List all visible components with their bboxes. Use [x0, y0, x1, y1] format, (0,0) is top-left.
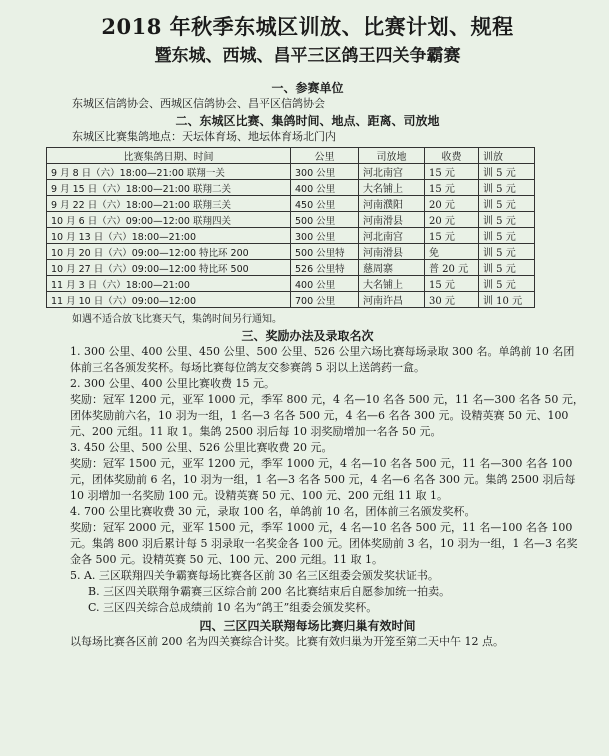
section-3-paragraph-4-prizes: 奖励：冠军 2000 元，亚军 1500 元，季军 1000 元，4 名—10 名各 500 元，11 名—100 名各 100 元。集鸽 800 羽后累计每 5 羽录取一名奖金各 100 元。团体奖励前 3 名，10 羽为一组，1 名—3 名奖金各 500 元。设精英赛 50 元、100 元、200 元组。11 取 1。 [70, 521, 578, 566]
schedule-cell: 700 公里 [291, 292, 359, 308]
schedule-cell: 大名铺上 [359, 276, 425, 292]
schedule-cell: 11 月 10 日（六）09:00—12:00 [47, 292, 291, 308]
schedule-cell: 训 5 元 [479, 228, 535, 244]
section-1-text: 东城区信鸽协会、西城区信鸽协会、昌平区信鸽协会 [72, 97, 325, 110]
schedule-cell: 30 元 [425, 292, 479, 308]
schedule-cell: 500 公里特 [291, 244, 359, 260]
schedule-cell: 11 月 3 日（六）18:00—21:00 [47, 276, 291, 292]
schedule-cell: 河南滑县 [359, 212, 425, 228]
schedule-cell: 慈周寨 [359, 260, 425, 276]
schedule-cell: 训 5 元 [479, 212, 535, 228]
schedule-row [47, 196, 535, 212]
schedule-cell: 9 月 8 日（六）18:00—21:00 联翔一关 [47, 164, 291, 180]
schedule-cell: 20 元 [425, 196, 479, 212]
schedule-cell: 15 元 [425, 228, 479, 244]
schedule-cell: 训 10 元 [479, 292, 535, 308]
section-3-paragraph-5b: B. 三区四关联翔争霸赛三区综合前 200 名比赛结束后自愿参加统一拍卖。 [88, 585, 451, 598]
schedule-cell: 训 5 元 [479, 180, 535, 196]
section-3-paragraph-2-prizes: 奖励：冠军 1200 元，亚军 1000 元，季军 800 元，4 名—10 名各 500 元，11 名—300 名各 50 元，团体奖励前六名，10 羽为一组，1 名—3 名各 500 元，4 名—6 名各 300 元。设精英赛 50 元、100 元、200 元组。11 取 1。集鸽 2500 羽后每 10 羽奖励增加一名各 50 元。 [70, 393, 584, 438]
schedule-header-cell: 司放地 [359, 148, 425, 164]
document-subtitle: 暨东城、西城、昌平三区鸽王四关争霸赛 [154, 46, 461, 66]
section-3-paragraph-5a: 5. A. 三区联翔四关争霸赛每场比赛各区前 30 名三区组委会颁发奖状证书。 [70, 569, 439, 582]
schedule-cell: 训 5 元 [479, 276, 535, 292]
section-4-text: 以每场比赛各区前 200 名为四关赛综合计奖。比赛有效归巢为开笼至第二天中午 12 点。 [70, 635, 504, 648]
section-3-paragraph-2: 2. 300 公里、400 公里比赛收费 15 元。 [70, 377, 275, 390]
document-title: 2018 年秋季东城区训放、比赛计划、规程 [101, 14, 514, 39]
section-2-heading: 二、东城区比赛、集鸽时间、地点、距离、司放地 [175, 114, 440, 128]
schedule-cell: 训 5 元 [479, 164, 535, 180]
schedule-row [47, 292, 535, 308]
section-1-heading: 一、参赛单位 [271, 81, 344, 95]
schedule-cell: 10 月 6 日（六）09:00—12:00 联翔四关 [47, 212, 291, 228]
schedule-row [47, 276, 535, 292]
schedule-cell: 大名铺上 [359, 180, 425, 196]
schedule-cell: 10 月 20 日（六）09:00—12:00 特比环 200 [47, 244, 291, 260]
schedule-cell: 15 元 [425, 164, 479, 180]
section-3-paragraph-3-prizes: 奖励：冠军 1500 元，亚军 1200 元，季军 1000 元，4 名—10 名各 500 元，11 名—300 名各 100 元，团体奖励前 6 名，10 羽为一组，1 名—3 名各 500 元，4 名—6 名各 300 元。集鸽 2500 羽后每 10 羽增加一名奖励 100 元。设精英赛 50 元、100 元、200 元组 11 取 1。 [70, 457, 576, 502]
schedule-note: 如遇不适合放飞比赛天气，集鸽时间另行通知。 [72, 314, 282, 325]
schedule-cell: 300 公里 [291, 164, 359, 180]
schedule-row [47, 212, 535, 228]
section-3-paragraph-1: 1. 300 公里、400 公里、450 公里、500 公里、526 公里六场比赛每场录取 300 名。单鸽前 10 名团体前三名各颁发奖杯。每场比赛每位鸽友交参赛鸽 5 羽以上送鸽药一盒。 [70, 345, 575, 374]
schedule-cell: 免 [425, 244, 479, 260]
schedule-header-cell: 收费 [425, 148, 479, 164]
schedule-cell: 400 公里 [291, 180, 359, 196]
schedule-cell: 训 5 元 [479, 260, 535, 276]
schedule-cell: 9 月 15 日（六）18:00—21:00 联翔二关 [47, 180, 291, 196]
schedule-cell: 20 元 [425, 212, 479, 228]
section-2-location: 东城区比赛集鸽地点：天坛体育场、地坛体育场北门内 [72, 130, 336, 143]
section-4-heading: 四、三区四关联翔每场比赛归巢有效时间 [199, 619, 416, 633]
schedule-row [47, 228, 535, 244]
schedule-row [47, 244, 535, 260]
schedule-cell: 河南濮阳 [359, 196, 425, 212]
schedule-cell: 15 元 [425, 276, 479, 292]
schedule-cell: 450 公里 [291, 196, 359, 212]
schedule-cell: 400 公里 [291, 276, 359, 292]
schedule-row [47, 180, 535, 196]
schedule-header-cell: 训放 [479, 148, 535, 164]
schedule-cell: 河南滑县 [359, 244, 425, 260]
schedule-header-row [47, 148, 535, 164]
schedule-cell: 9 月 22 日（六）18:00—21:00 联翔三关 [47, 196, 291, 212]
section-3-paragraph-4: 4. 700 公里比赛收费 30 元，录取 100 名，单鸽前 10 名，团体前三名颁发奖杯。 [70, 505, 476, 518]
schedule-cell: 500 公里 [291, 212, 359, 228]
schedule-cell: 河北南宫 [359, 164, 425, 180]
schedule-cell: 河北南宫 [359, 228, 425, 244]
schedule-cell: 普 20 元 [425, 260, 479, 276]
schedule-cell: 526 公里特 [291, 260, 359, 276]
schedule-cell: 河南许昌 [359, 292, 425, 308]
schedule-header-cell: 比赛集鸽日期、时间 [47, 148, 291, 164]
schedule-header-cell: 公里 [291, 148, 359, 164]
schedule-row [47, 260, 535, 276]
section-3-paragraph-5c: C. 三区四关综合总成绩前 10 名为“鸽王”组委会颁发奖杯。 [88, 601, 378, 614]
schedule-cell: 训 5 元 [479, 244, 535, 260]
schedule-cell: 15 元 [425, 180, 479, 196]
schedule-row [47, 164, 535, 180]
schedule-cell: 10 月 27 日（六）09:00—12:00 特比环 500 [47, 260, 291, 276]
schedule-cell: 10 月 13 日（六）18:00—21:00 [47, 228, 291, 244]
schedule-table [46, 147, 535, 308]
section-3-heading: 三、奖励办法及录取名次 [241, 329, 374, 343]
schedule-cell: 训 5 元 [479, 196, 535, 212]
section-3-paragraph-3: 3. 450 公里、500 公里、526 公里比赛收费 20 元。 [70, 441, 333, 454]
schedule-cell: 300 公里 [291, 228, 359, 244]
